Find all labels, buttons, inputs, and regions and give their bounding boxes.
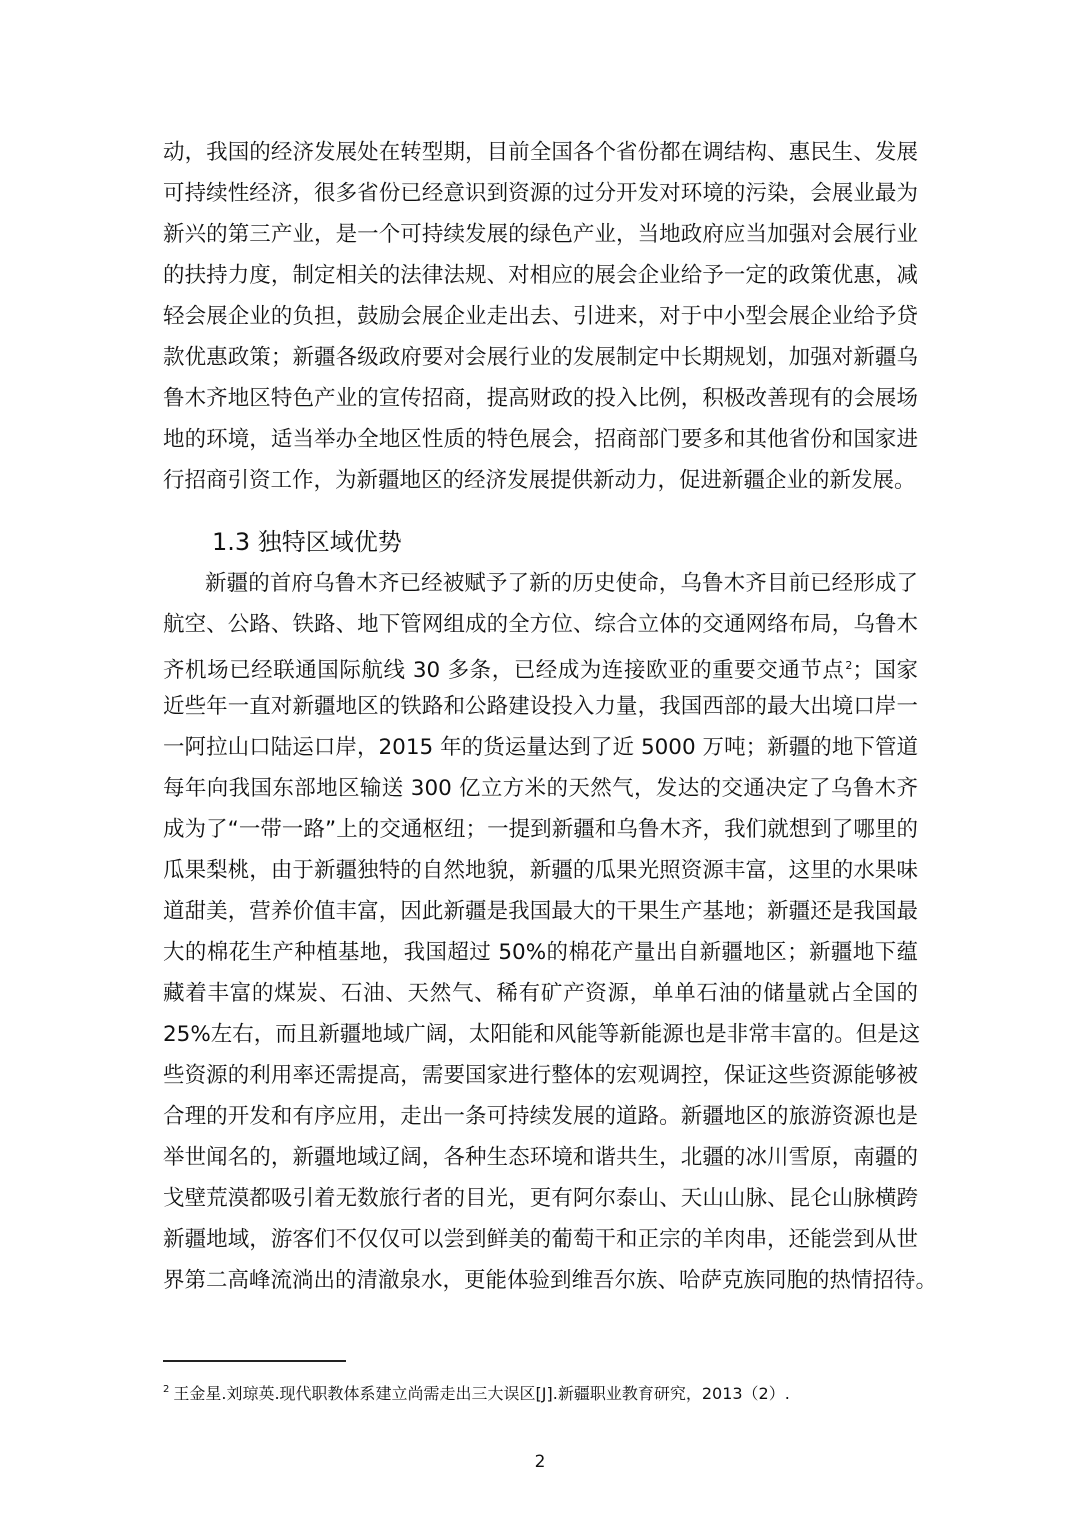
paragraph-1-line-3: 新兴的第三产业，是一个可持续发展的绿色产业，当地政府应当加强对会展行业 — [163, 222, 918, 247]
footnote-number: 2 — [163, 1384, 170, 1395]
paragraph-1-line-1: 动，我国的经济发展处在转型期，目前全国各个省份都在调结构、惠民生、发展 — [163, 140, 918, 165]
paragraph-2-line-1: 新疆的首府乌鲁木齐已经被赋予了新的历史使命，乌鲁木齐目前已经形成了 — [205, 571, 918, 596]
paragraph-2-line-16: 戈壁荒漠都吸引着无数旅行者的目光，更有阿尔泰山、天山山脉、昆仑山脉横跨 — [163, 1186, 918, 1211]
paragraph-2-line-3-after-ref: ；国家 — [852, 658, 918, 683]
footnote — [163, 1378, 918, 1402]
paragraph-2-line-14: 合理的开发和有序应用，走出一条可持续发展的道路。新疆地区的旅游资源也是 — [163, 1104, 918, 1129]
footnote-reference: 2 — [845, 659, 853, 672]
paragraph-1-line-7: 鲁木齐地区特色产业的宣传招商，提高财政的投入比例，积极改善现有的会展场 — [163, 386, 918, 411]
paragraph-1-line-4: 的扶持力度，制定相关的法律法规、对相应的展会企业给予一定的政策优惠，减 — [163, 263, 918, 288]
paragraph-2-line-2: 航空、公路、铁路、地下管网组成的全方位、综合立体的交通网络布局，乌鲁木 — [163, 612, 918, 637]
section-heading: 1.3 独特区域优势 — [212, 528, 402, 556]
paragraph-2-line-10: 大的棉花生产种植基地，我国超过 50%的棉花产量出自新疆地区；新疆地下蕴 — [163, 940, 918, 965]
body-text — [163, 133, 938, 1333]
paragraph-2-line-15: 举世闻名的，新疆地域辽阔，各种生态环境和谐共生，北疆的冰川雪原，南疆的 — [163, 1145, 918, 1170]
paragraph-2-line-7: 成为了“一带一路”上的交通枢纽；一提到新疆和乌鲁木齐，我们就想到了哪里的 — [163, 817, 918, 842]
paragraph-1-line-9: 行招商引资工作，为新疆地区的经济发展提供新动力，促进新疆企业的新发展。 — [163, 468, 916, 493]
paragraph-2-line-6: 每年向我国东部地区输送 300 亿立方米的天然气，发达的交通决定了乌鲁木齐 — [163, 776, 918, 801]
footnote-divider — [163, 1360, 346, 1362]
paragraph-2-line-11: 藏着丰富的煤炭、石油、天然气、稀有矿产资源，单单石油的储量就占全国的 — [163, 981, 918, 1006]
paragraph-1-line-8: 地的环境，适当举办全地区性质的特色展会，招商部门要多和其他省份和国家进 — [163, 427, 918, 452]
page-number: 2 — [534, 1452, 546, 1472]
paragraph-2-line-13: 些资源的利用率还需提高，需要国家进行整体的宏观调控，保证这些资源能够被 — [163, 1063, 918, 1088]
paragraph-2-line-8: 瓜果梨桃，由于新疆独特的自然地貌，新疆的瓜果光照资源丰富，这里的水果味 — [163, 858, 918, 883]
paragraph-2-line-12: 25%左右，而且新疆地域广阔，太阳能和风能等新能源也是非常丰富的。但是这 — [163, 1022, 921, 1047]
footnote-text: 王金星.刘琼英.现代职教体系建立尚需走出三大误区[J].新疆职业教育研究，2013（2）. — [173, 1384, 790, 1403]
paragraph-2-line-3-before-ref: 齐机场已经联通国际航线 30 多条，已经成为连接欧亚的重要交通节点 — [163, 658, 845, 683]
paragraph-2-line-3 — [163, 646, 918, 686]
paragraph-2-line-5: 一阿拉山口陆运口岸，2015 年的货运量达到了近 5000 万吨；新疆的地下管道 — [163, 735, 918, 760]
paragraph-2-line-18: 界第二高峰流淌出的清澈泉水，更能体验到维吾尔族、哈萨克族同胞的热情招待。 — [163, 1268, 938, 1293]
paragraph-1-line-2: 可持续性经济，很多省份已经意识到资源的过分开发对环境的污染，会展业最为 — [163, 181, 918, 206]
paragraph-2-line-4: 近些年一直对新疆地区的铁路和公路建设投入力量，我国西部的最大出境口岸一 — [163, 694, 918, 719]
paragraph-2-line-17: 新疆地域，游客们不仅仅可以尝到鲜美的葡萄干和正宗的羊肉串，还能尝到从世 — [163, 1227, 918, 1252]
paragraph-2-line-9: 道甜美，营养价值丰富，因此新疆是我国最大的干果生产基地；新疆还是我国最 — [163, 899, 918, 924]
paragraph-1-line-6: 款优惠政策；新疆各级政府要对会展行业的发展制定中长期规划，加强对新疆乌 — [163, 345, 918, 370]
paragraph-1-line-5: 轻会展企业的负担，鼓励会展企业走出去、引进来，对于中小型会展企业给予贷 — [163, 304, 918, 329]
